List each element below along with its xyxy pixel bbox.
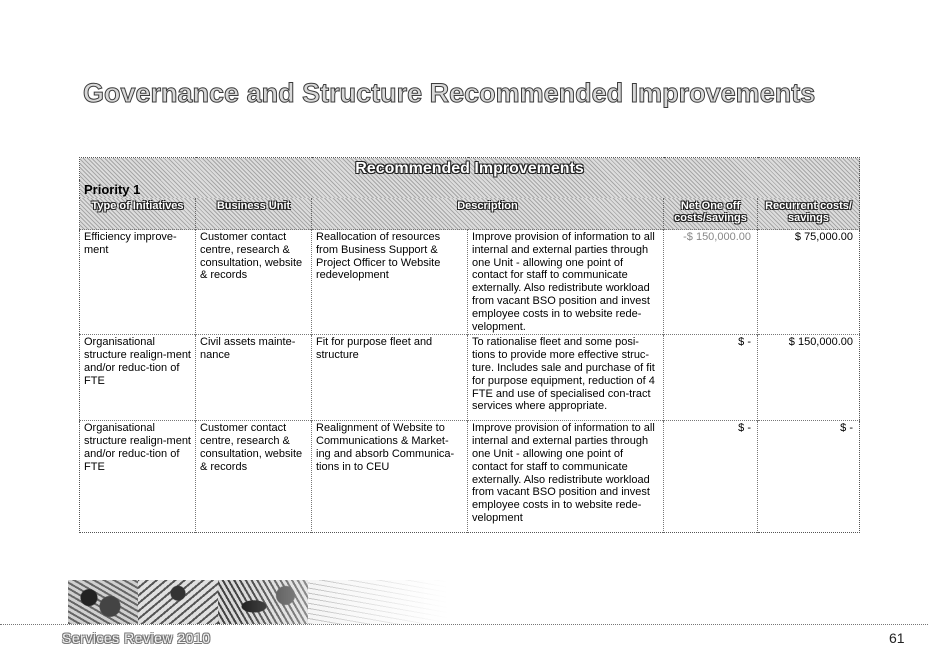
photo-people — [68, 580, 138, 624]
cell-description-detail: To rationalise fleet and some posi-tions to provide more effective struc-ture. Includes sale and purchase of fit for purpose equipment, reduction of 4 FTE and use of specialised con-tract services where appropriate. — [468, 335, 664, 421]
footer-divider — [0, 624, 928, 625]
footer-report-name: Services Review 2010 — [62, 630, 211, 646]
cell-type: Organisational structure realign-ment and/or reduc-tion of FTE — [80, 421, 196, 533]
table-row — [80, 230, 860, 335]
cell-description-summary: Fit for purpose fleet and structure — [312, 335, 468, 421]
header-business-unit: Business Unit — [196, 198, 312, 230]
cell-description-summary: Reallocation of resources from Business Support & Project Officer to Website redevelopment — [312, 230, 468, 335]
cell-business-unit: Customer contact centre, research & consultation, website & records — [196, 421, 312, 533]
cell-business-unit: Customer contact centre, research & consultation, website & records — [196, 230, 312, 335]
header-description: Description — [312, 198, 664, 230]
improvements-table — [79, 157, 860, 533]
cell-description-detail: Improve provision of information to all internal and external parties through one Unit - allowing one point of contact for staff to communicate externally. Also redistribute workload from vacant BSO position and invest employee costs in to website rede-velopment — [468, 421, 664, 533]
cell-recurrent: $ 150,000.00 — [758, 335, 860, 421]
priority-row — [80, 180, 860, 198]
column-header-row — [80, 198, 860, 230]
table-banner-row — [80, 158, 860, 181]
table-banner: Recommended Improvements — [355, 160, 584, 177]
cell-description-summary: Realignment of Website to Communications & Market-ing and absorb Communica-tions in to CEU — [312, 421, 468, 533]
photo-community — [138, 580, 218, 624]
page-title: Governance and Structure Recommended Improvements — [83, 78, 816, 108]
cell-type: Efficiency improve-ment — [80, 230, 196, 335]
page-number: 61 — [889, 630, 905, 646]
photo-activity — [218, 580, 308, 624]
cell-business-unit: Civil assets mainte-nance — [196, 335, 312, 421]
header-one-off: Net One off costs/savings — [664, 198, 758, 230]
cell-one-off: $ - — [664, 335, 758, 421]
table-row — [80, 335, 860, 421]
cell-recurrent: $ - — [758, 421, 860, 533]
cell-one-off: -$ 150,000.00 — [664, 230, 758, 335]
cell-one-off: $ - — [664, 421, 758, 533]
cell-recurrent: $ 75,000.00 — [758, 230, 860, 335]
cell-type: Organisational structure realign-ment and/or reduc-tion of FTE — [80, 335, 196, 421]
cell-description-detail: Improve provision of information to all internal and external parties through one Unit - allowing one point of contact for staff to communicate externally. Also redistribute workload from vacant BSO position and invest employee costs in to website rede-velopment. — [468, 230, 664, 335]
table-row — [80, 421, 860, 533]
priority-label: Priority 1 — [84, 181, 141, 197]
header-recurrent: Recurrent costs/ savings — [758, 198, 860, 230]
photo-faded — [308, 580, 448, 624]
header-type: Type of Initiatives — [91, 200, 184, 212]
footer-photo-strip — [68, 580, 448, 624]
